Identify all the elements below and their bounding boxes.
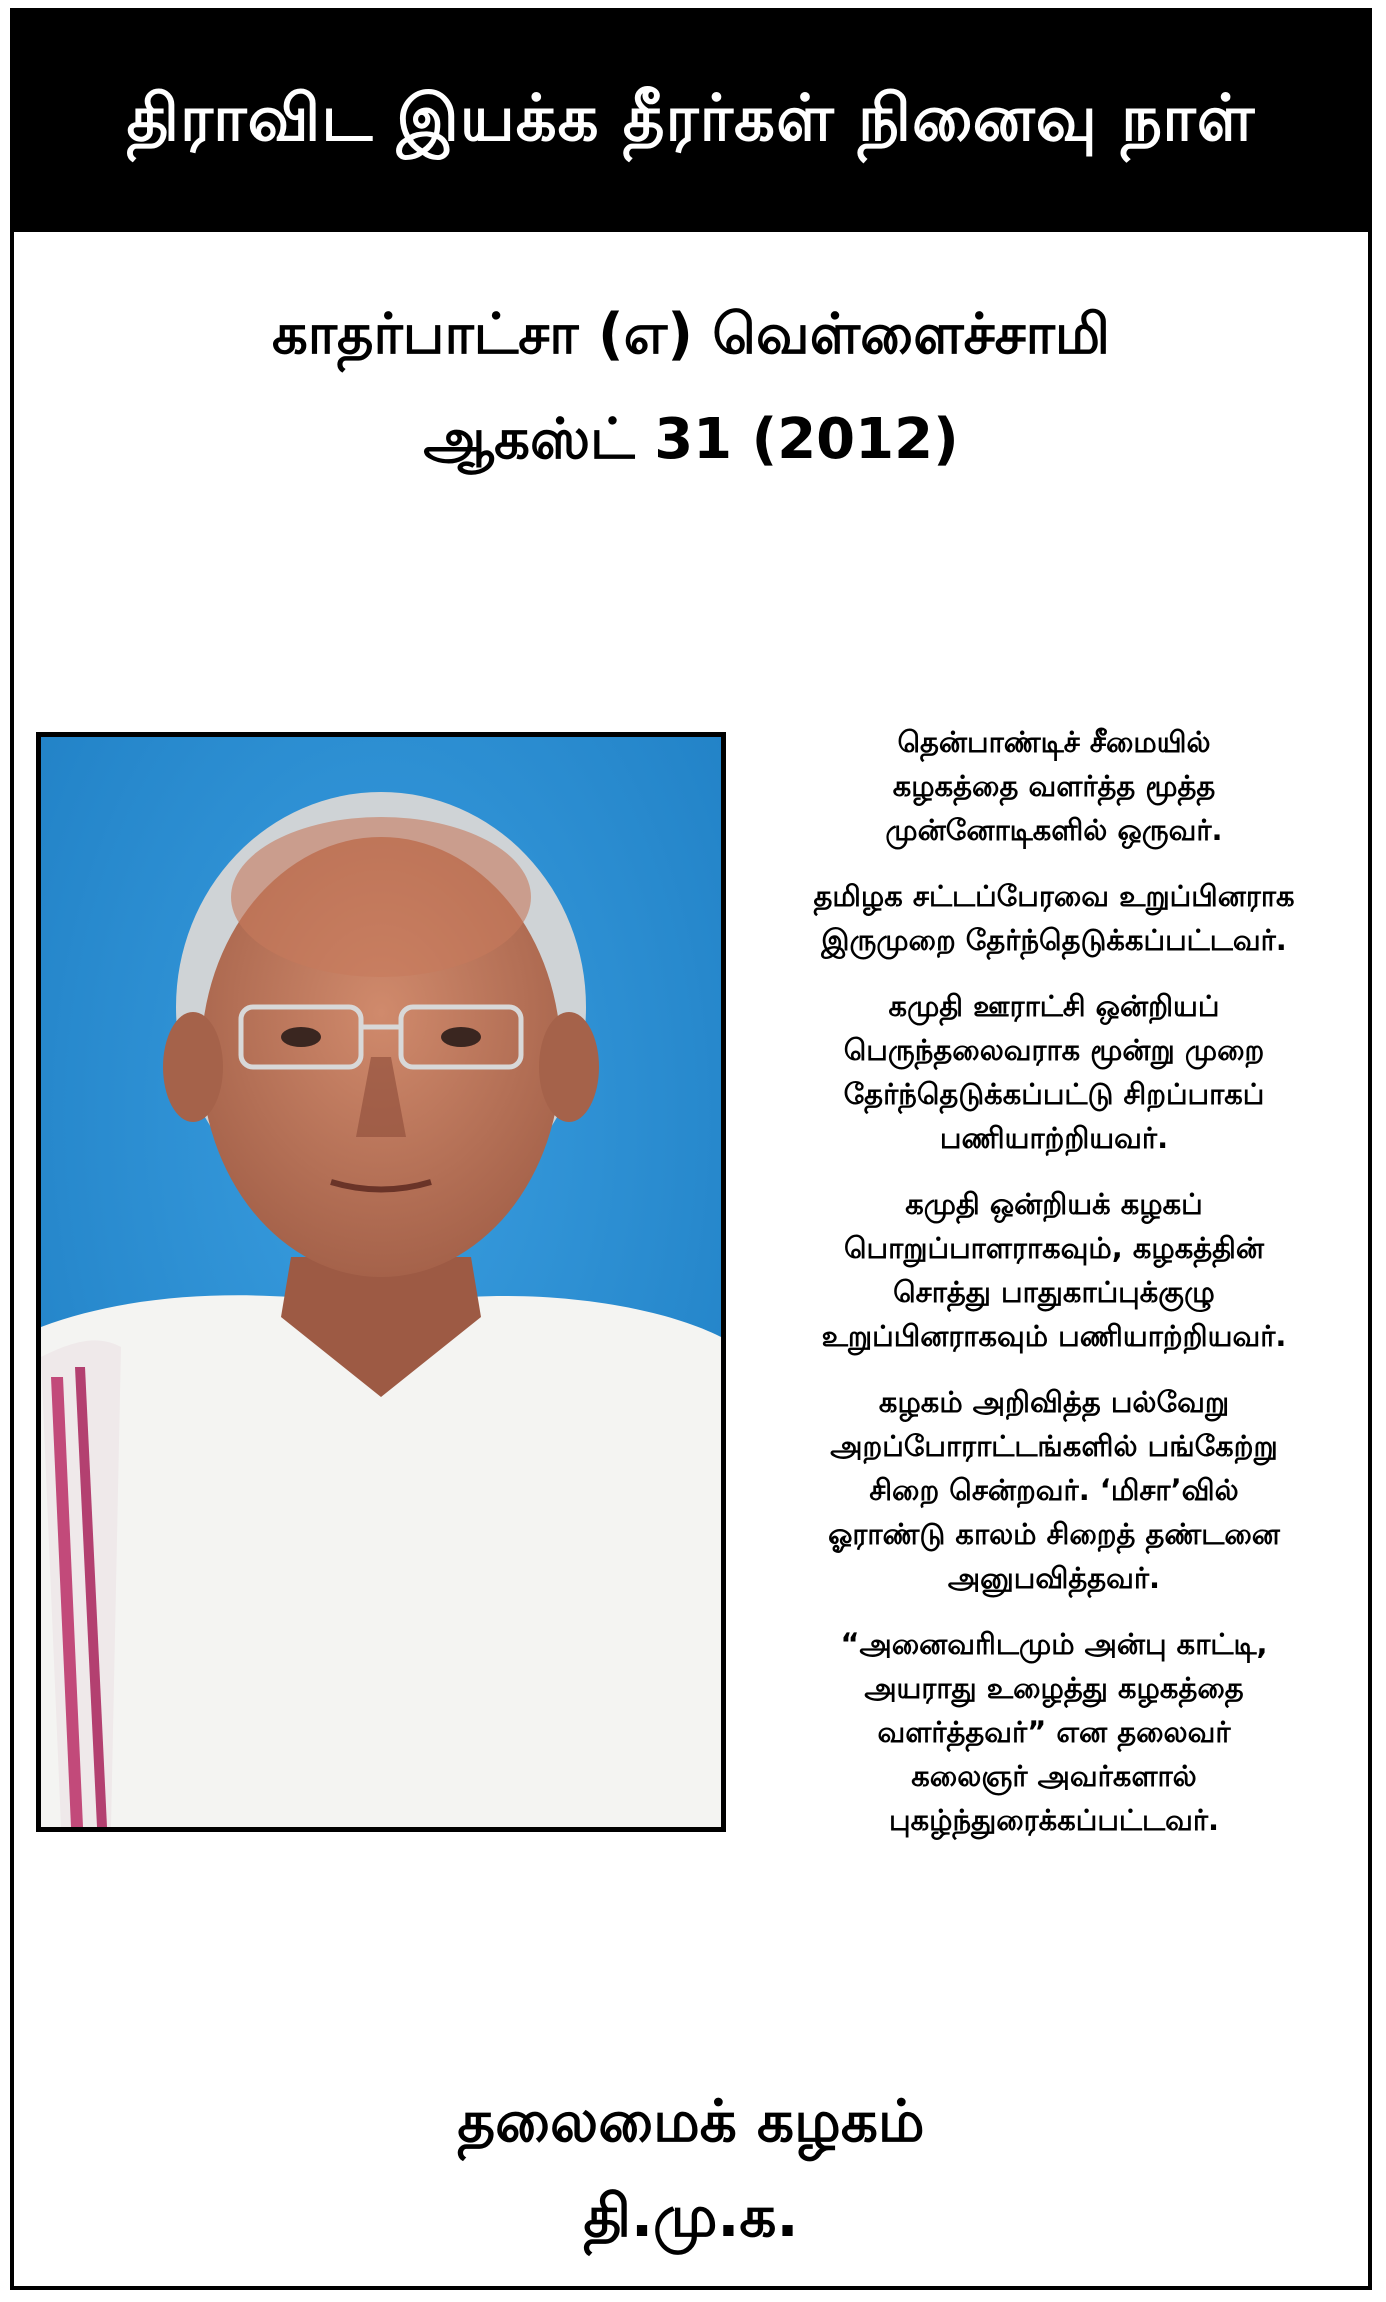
bio-line: அயராது உழைத்து கழகத்தை xyxy=(864,1671,1244,1705)
bio-paragraph xyxy=(744,1380,1364,1600)
bio-paragraph xyxy=(744,874,1364,962)
bio-paragraph xyxy=(744,1182,1364,1358)
bio-line: தென்பாண்டிச் சீமையில் xyxy=(897,725,1211,759)
bio-line: இருமுறை தேர்ந்தெடுக்கப்பட்டவர். xyxy=(821,923,1287,957)
bio-line: புகழ்ந்துரைக்கப்பட்டவர். xyxy=(889,1803,1219,1837)
banner-title: திராவிட இயக்க தீரர்கள் நினைவு நாள் xyxy=(126,80,1256,156)
bio-line: கழகம் அறிவித்த பல்வேறு xyxy=(878,1385,1230,1419)
bio-line: வளர்த்தவர்” என தலைவர் xyxy=(877,1715,1231,1749)
bio-line: “அனைவரிடமும் அன்பு காட்டி, xyxy=(840,1627,1268,1661)
bio-line: சிறை சென்றவர். ‘மிசா’வில் xyxy=(869,1473,1239,1507)
portrait-photo xyxy=(36,732,726,1832)
bio-line: கமுதி ஒன்றியக் கழகப் xyxy=(905,1187,1203,1221)
bio-line: பெருந்தலைவராக மூன்று முறை xyxy=(843,1033,1265,1067)
bio-paragraph xyxy=(744,720,1364,852)
footer-organization: தலைமைக் கழகம் xyxy=(457,2087,925,2155)
person-name: காதர்பாட்சா (எ) வெள்ளைச்சாமி xyxy=(271,302,1111,367)
biography-text xyxy=(744,720,1364,1864)
footer-party-name: தி.மு.க. xyxy=(583,2182,799,2250)
bio-line: பணியாற்றியவர். xyxy=(939,1121,1169,1155)
bio-line: பொறுப்பாளராகவும், கழகத்தின் xyxy=(843,1231,1265,1265)
bio-line: தேர்ந்தெடுக்கப்பட்டு சிறப்பாகப் xyxy=(843,1077,1265,1111)
memorial-date: ஆகஸ்ட் 31 (2012) xyxy=(423,407,959,472)
bio-line: கலைஞர் அவர்களால் xyxy=(911,1759,1197,1793)
bio-line: அறப்போராட்டங்களில் பங்கேற்று xyxy=(830,1429,1278,1463)
bio-paragraph xyxy=(744,984,1364,1160)
bio-line: கமுதி ஊராட்சி ஒன்றியப் xyxy=(888,989,1220,1023)
bio-paragraph xyxy=(744,1622,1364,1842)
bio-line: உறுப்பினராகவும் பணியாற்றியவர். xyxy=(821,1319,1287,1353)
bio-line: தமிழக சட்டப்பேரவை உறுப்பினராக xyxy=(813,879,1295,913)
memorial-poster xyxy=(10,8,1372,2290)
portrait-illustration xyxy=(41,737,721,1827)
bio-line: சொத்து பாதுகாப்புக்குழு xyxy=(893,1275,1215,1309)
bio-line: அனுபவித்தவர். xyxy=(947,1561,1161,1595)
bio-line: முன்னோடிகளில் ஒருவர். xyxy=(885,813,1223,847)
header-banner xyxy=(14,12,1368,232)
bio-line: ஓராண்டு காலம் சிறைத் தண்டனை xyxy=(828,1517,1280,1551)
bio-line: கழகத்தை வளர்த்த மூத்த xyxy=(892,769,1216,803)
